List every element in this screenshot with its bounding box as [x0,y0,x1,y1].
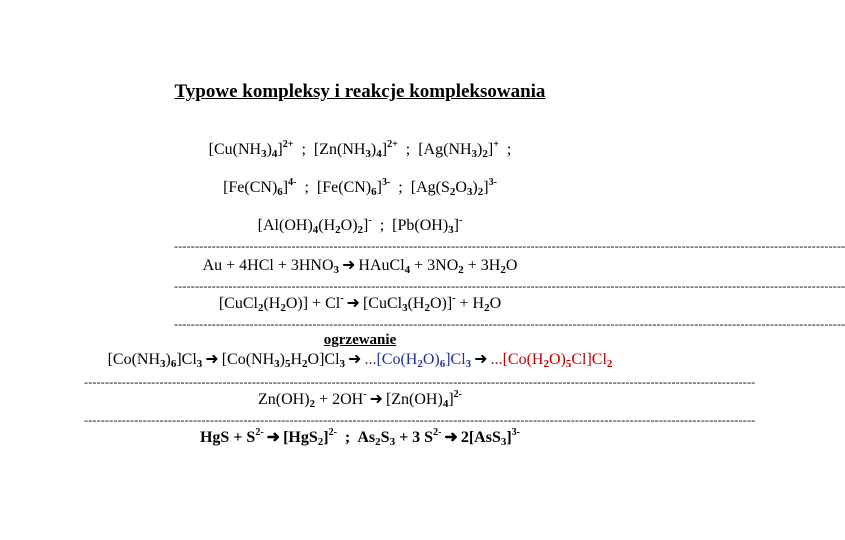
formula-text: ] [483,179,489,196]
subscript: 2 [449,186,456,198]
formula-text: O [455,179,467,196]
right-arrow-icon: ➜ [474,351,488,368]
formula-text: O [489,295,502,312]
formula-text: ] [448,391,454,408]
formula-text: (H [318,217,336,234]
subscript: 2 [280,302,286,314]
right-arrow-icon: ➜ [369,391,383,408]
formula-text: H [290,351,303,368]
formula-text: ...[Co(H [364,351,418,368]
formula-text: [Al(OH) [257,217,313,234]
subscript: 5 [565,358,572,370]
formula-text: [Cu(NH [208,141,262,158]
subscript: 3 [365,148,371,160]
formula-text: ) [472,179,478,196]
subscript: 3 [466,186,473,198]
subscript: 6 [170,358,177,370]
superscript: 4- [288,177,297,188]
divider: ---------------------------------------------------------------------------------------------------------------------------------------------------------------- [174,317,845,331]
formula-text: ; [Pb(OH) [371,217,449,234]
divider: ---------------------------------------------------------------------------------------------------------------------------------------------------------------- [84,413,756,427]
formula-text: ] [487,141,494,158]
subscript: 3 [261,148,267,160]
formula-text: ) [165,351,171,368]
formula-text: O) [422,351,440,368]
superscript: 2- [255,427,264,438]
formula-text: ...[Co(H [490,351,544,368]
divider: ---------------------------------------------------------------------------------------------------------------------------------------------------------------- [174,279,845,293]
reaction-1 [0,256,720,276]
complexes-line-1 [0,140,720,160]
formula-text: + 3H [463,257,501,274]
formula-text: [CuCl [362,295,403,312]
complexes-line-3 [0,216,720,236]
subscript: 3 [402,302,408,314]
formula-text: ]Cl [445,351,466,368]
formula-text: [CuCl [218,295,258,312]
formula-text: ] [323,429,329,446]
subscript: 2 [302,358,308,370]
formula-text: ] [282,179,289,196]
reaction-3 [0,350,720,370]
subscript: 3 [500,436,507,448]
superscript: 2+ [282,139,294,150]
heating-label: ogrzewanie [323,332,397,348]
right-arrow-icon: ➜ [205,351,219,368]
subscript: 2 [335,224,341,236]
right-arrow-icon: ➜ [444,429,458,446]
subscript: 2 [606,358,613,370]
subscript: 3 [333,264,339,276]
formula-text: ; [Ag(NH [397,141,472,158]
subscript: 3 [471,148,478,160]
formula-text: O)] [429,295,453,312]
formula-text: Zn(OH) [258,391,310,408]
formula-text: (H [263,295,281,312]
superscript: - [458,215,463,226]
subscript: 2 [543,358,549,370]
subscript: 2 [309,398,316,410]
formula-text: + 3 S [395,429,434,446]
subscript: 3 [196,358,203,370]
formula-text: ) [477,141,483,158]
reaction-4 [0,390,720,410]
complexes-line-2 [0,178,720,198]
subscript: 2 [477,186,484,198]
superscript: 2- [328,427,337,438]
formula-text: ] [363,217,369,234]
formula-text: [Co(NH [107,351,161,368]
formula-text: HgS + S [199,429,256,446]
subscript: 3 [465,358,472,370]
subscript: 3 [160,358,166,370]
formula-text: ] [381,141,388,158]
subscript: 3 [339,358,346,370]
superscript: - [363,389,367,400]
formula-text: [Co(NH [221,351,275,368]
subscript: 2 [500,264,506,276]
reaction-5 [0,428,720,448]
subscript: 2 [482,148,488,160]
formula-text: ] [376,179,382,196]
formula-text: Cl]Cl [571,351,607,368]
subscript: 2 [375,436,381,448]
superscript: 3- [381,177,391,188]
formula-text: ] [506,429,512,446]
superscript: 2- [453,389,462,400]
formula-text: ; [498,141,512,158]
formula-text: ] [453,217,459,234]
subscript: 2 [484,302,490,314]
subscript: 2 [417,358,423,370]
page-title: Typowe kompleksy i reakcje kompleksowania [174,81,546,102]
formula-text: [Zn(OH) [385,391,443,408]
subscript: 3 [389,436,396,448]
formula-text: HAuCl [358,257,405,274]
formula-text: + 2OH [315,391,364,408]
formula-text: Au + 4HCl + 3HNO [202,257,334,274]
formula-text: ) [279,351,285,368]
subscript: 3 [448,224,454,236]
subscript: 3 [274,358,280,370]
formula-text: ; [Ag(S [390,179,450,196]
formula-text: ] [277,141,283,158]
subscript: 2 [424,302,430,314]
formula-text: ; [Fe(CN) [296,179,372,196]
subscript: 4 [442,398,449,410]
formula-text: + H [455,295,485,312]
formula-text: ; As [336,429,376,446]
formula-text: ; [Zn(NH [293,141,366,158]
subscript: 6 [439,358,446,370]
right-arrow-icon: ➜ [342,257,356,274]
formula-text: O)] + Cl [285,295,341,312]
divider: ---------------------------------------------------------------------------------------------------------------------------------------------------------------- [174,239,845,253]
subscript: 2 [257,302,264,314]
superscript: + [493,139,499,150]
superscript: - [452,293,456,304]
formula-text: O [505,257,518,274]
subscript: 4 [404,264,411,276]
superscript: 3- [488,177,497,188]
right-arrow-icon: ➜ [346,295,360,312]
right-arrow-icon: ➜ [348,351,362,368]
formula-text: O]Cl [307,351,340,368]
formula-text: O) [340,217,358,234]
reaction-2 [0,294,720,314]
superscript: 2- [433,427,442,438]
subscript: 6 [371,186,377,198]
formula-text: ]Cl [176,351,197,368]
formula-text: + 3NO [410,257,459,274]
formula-text: (H [407,295,425,312]
formula-text: ) [370,141,377,158]
divider: ---------------------------------------------------------------------------------------------------------------------------------------------------------------- [84,375,756,389]
right-arrow-icon: ➜ [266,429,281,446]
subscript: 4 [376,148,382,160]
formula-text: 2[AsS [460,429,501,446]
formula-text: ) [266,141,272,158]
subscript: 2 [317,436,324,448]
formula-text: [HgS [283,429,318,446]
subscript: 4 [271,148,278,160]
subscript: 4 [312,224,319,236]
formula-text: [Fe(CN) [223,179,278,196]
formula-text: S [380,429,390,446]
formula-text: O) [548,351,566,368]
superscript: - [340,293,344,304]
subscript: 2 [357,224,364,236]
subscript: 6 [277,186,283,198]
subscript: 5 [284,358,291,370]
superscript: - [368,215,372,226]
superscript: 2+ [387,139,398,150]
subscript: 2 [458,264,464,276]
superscript: 3- [511,427,521,438]
